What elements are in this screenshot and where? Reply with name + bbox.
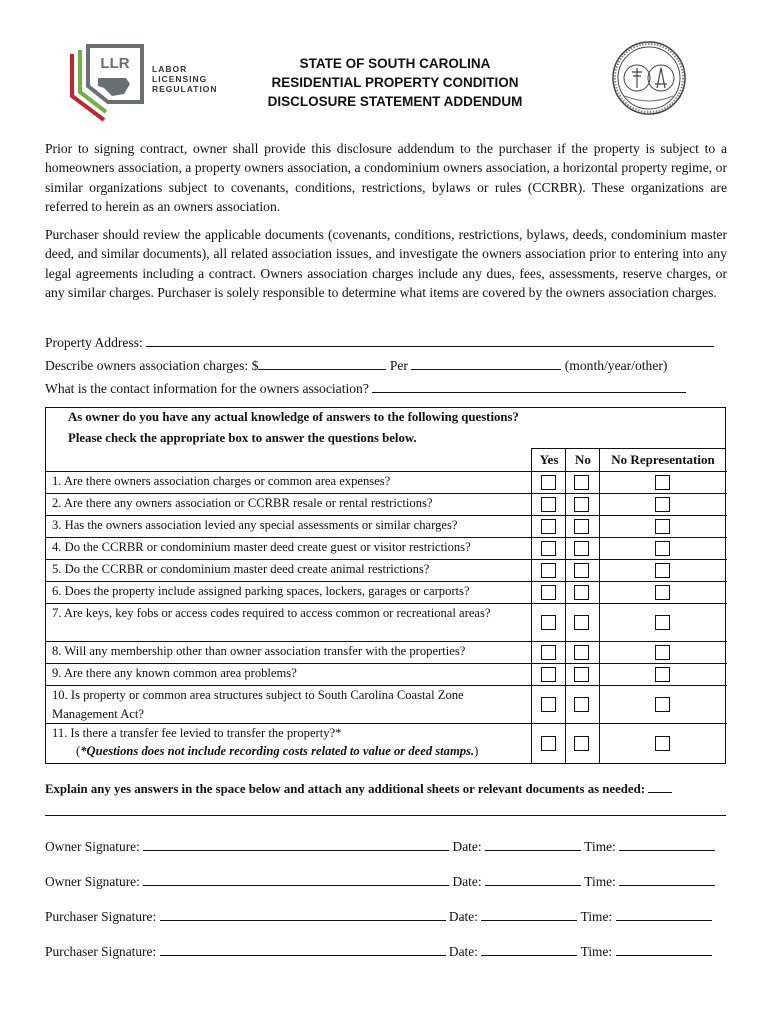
owner-signature-label: Owner Signature: (45, 839, 140, 854)
table-intro-line2: Please check the appropriate box to answer the questions below. (68, 431, 417, 445)
title-line3: DISCLOSURE STATEMENT ADDENDUM (267, 94, 523, 109)
question-text-10: 10. Is property or common area structures subject to South Carolina Coastal Zone Management Act? (52, 688, 464, 721)
llr-logo (68, 36, 218, 122)
per-label: Per (389, 358, 408, 373)
checkbox-q3-no[interactable] (574, 519, 589, 534)
checkbox-q7-no-representation[interactable] (655, 615, 670, 630)
charges-amount-field[interactable] (258, 355, 386, 370)
date-label: Date: (448, 944, 478, 959)
owner-time-field-1[interactable] (619, 836, 715, 851)
question-row-5 (46, 559, 727, 581)
purchaser-signature-row-1 (45, 906, 727, 925)
time-label: Time: (584, 874, 616, 889)
logo-line1: LABOR (152, 64, 188, 74)
question-text-9: 9. Are there any known common area problems? (52, 666, 297, 680)
checkbox-q3-yes[interactable] (541, 519, 556, 534)
time-label: Time: (580, 909, 613, 924)
intro-paragraph-1: Prior to signing contract, owner shall provide this disclosure addendum to the purchaser if the property is subject to a homeowners association, a property owners association, a condominium owners association, a horizontal property regime, or similar organizations subject to covenants, conditions, restrictions, bylaws or rules (CCRBR). These organizations are referred to herein as an owners association. (45, 141, 727, 215)
checkbox-q2-no[interactable] (574, 497, 589, 512)
title-line2: RESIDENTIAL PROPERTY CONDITION (271, 75, 519, 90)
question-text-4: 4. Do the CCRBR or condominium master deed create guest or visitor restrictions? (52, 540, 471, 554)
checkbox-q3-no-representation[interactable] (655, 519, 670, 534)
checkbox-q9-no[interactable] (574, 667, 589, 682)
question-row-2 (46, 493, 727, 515)
checkbox-q10-no[interactable] (574, 697, 589, 712)
purchaser-signature-label: Purchaser Signature: (45, 909, 157, 924)
question-text-8: 8. Will any membership other than owner association transfer with the properties? (52, 644, 466, 658)
checkbox-q1-no[interactable] (574, 475, 589, 490)
question-text-5: 5. Do the CCRBR or condominium master deed create animal restrictions? (52, 562, 430, 576)
question-11-note: (*Questions does not include recording costs related to value or deed stamps.) (76, 744, 479, 758)
logo-abbr: LLR (100, 55, 130, 72)
question-row-4 (46, 537, 727, 559)
checkbox-q6-no[interactable] (574, 585, 589, 600)
checkbox-q10-yes[interactable] (541, 697, 556, 712)
purchaser-signature-label: Purchaser Signature: (45, 944, 157, 959)
checkbox-q11-no[interactable] (574, 736, 589, 751)
checkbox-q6-no-representation[interactable] (655, 585, 670, 600)
time-label: Time: (584, 839, 616, 854)
question-text-11: 11. Is there a transfer fee levied to transfer the property?* (52, 726, 342, 740)
checkbox-q9-yes[interactable] (541, 667, 556, 682)
checkbox-q5-yes[interactable] (541, 563, 556, 578)
explain-field-inline[interactable] (648, 778, 672, 793)
owner-signature-label: Owner Signature: (45, 874, 140, 889)
logo-line2: LICENSING (152, 74, 208, 84)
checkbox-q2-no-representation[interactable] (655, 497, 670, 512)
question-text-6: 6. Does the property include assigned parking spaces, lockers, garages or carports? (52, 584, 470, 598)
question-row-10 (46, 685, 727, 723)
contact-row (45, 378, 727, 399)
owner-time-field-2[interactable] (619, 871, 715, 886)
checkbox-q1-yes[interactable] (541, 475, 556, 490)
charges-period-field[interactable] (411, 355, 561, 370)
logo-line3: REGULATION (152, 84, 218, 94)
col-yes-header: Yes (539, 452, 559, 467)
title-line1: STATE OF SOUTH CAROLINA (299, 56, 491, 71)
question-text-7: 7. Are keys, key fobs or access codes required to access common or recreational areas? (52, 606, 491, 620)
questions-table (45, 407, 726, 764)
owner-date-field-1[interactable] (485, 836, 581, 851)
checkbox-q4-no-representation[interactable] (655, 541, 670, 556)
checkbox-q7-yes[interactable] (541, 615, 556, 630)
checkbox-q6-yes[interactable] (541, 585, 556, 600)
question-text-1: 1. Are there owners association charges or common area expenses? (52, 474, 391, 488)
purchaser-signature-field-2[interactable] (160, 941, 446, 956)
table-intro-line1: As owner do you have any actual knowledge of answers to the following questions? (68, 410, 519, 424)
purchaser-time-field-1[interactable] (616, 906, 712, 921)
explain-field[interactable] (45, 815, 726, 816)
date-label: Date: (448, 909, 478, 924)
property-address-field[interactable] (146, 332, 714, 347)
date-label: Date: (452, 874, 482, 889)
checkbox-q11-no-representation[interactable] (655, 736, 670, 751)
checkbox-q1-no-representation[interactable] (655, 475, 670, 490)
col-norep-header: No Representation (611, 452, 715, 467)
intro-paragraph-2: Purchaser should review the applicable documents (covenants, conditions, restrictions, bylaws, deeds, condominium master deed, and similar documents), all related association issues, and investigate the owners association prior to entering into any legal agreements including a contract. Owners association charges include any dues, fees, assessments, reserve charges, or any similar charges. Purchaser is solely responsible to determine what items are covered by the owners association charges. (45, 227, 727, 301)
checkbox-q7-no[interactable] (574, 615, 589, 630)
contact-label: What is the contact information for the owners association? (45, 381, 369, 396)
question-row-8 (46, 641, 727, 663)
checkbox-q11-yes[interactable] (541, 736, 556, 751)
owner-signature-row-1 (45, 836, 727, 855)
checkbox-q2-yes[interactable] (541, 497, 556, 512)
owner-signature-field-1[interactable] (143, 836, 449, 851)
property-address-label: Property Address: (45, 335, 143, 350)
question-row-3 (46, 515, 727, 537)
checkbox-q5-no[interactable] (574, 563, 589, 578)
question-row-6 (46, 581, 727, 603)
checkbox-q9-no-representation[interactable] (655, 667, 670, 682)
question-row-11 (46, 723, 727, 763)
owner-signature-field-2[interactable] (143, 871, 449, 886)
checkbox-q4-no[interactable] (574, 541, 589, 556)
purchaser-signature-row-2 (45, 941, 727, 960)
question-row-7 (46, 603, 727, 641)
checkbox-q8-no-representation[interactable] (655, 645, 670, 660)
checkbox-q8-no[interactable] (574, 645, 589, 660)
checkbox-q4-yes[interactable] (541, 541, 556, 556)
explain-row (45, 778, 727, 797)
contact-field[interactable] (372, 378, 686, 393)
document-title (230, 54, 560, 111)
state-seal-icon (611, 40, 687, 116)
charges-label: Describe owners association charges: $ (45, 358, 259, 373)
question-text-2: 2. Are there any owners association or CCRBR resale or rental restrictions? (52, 496, 433, 510)
purchaser-date-field-2[interactable] (481, 941, 577, 956)
checkbox-q8-yes[interactable] (541, 645, 556, 660)
checkbox-q10-no-representation[interactable] (655, 697, 670, 712)
charges-row (45, 355, 727, 376)
purchaser-date-field-1[interactable] (481, 906, 577, 921)
explain-label: Explain any yes answers in the space below and attach any additional sheets or relevant documents as needed: (45, 782, 645, 796)
property-address-row (45, 332, 727, 353)
purchaser-time-field-2[interactable] (616, 941, 712, 956)
date-label: Date: (452, 839, 482, 854)
question-row-9 (46, 663, 727, 685)
checkbox-q5-no-representation[interactable] (655, 563, 670, 578)
owner-date-field-2[interactable] (485, 871, 581, 886)
col-no-header: No (575, 452, 591, 467)
purchaser-signature-field-1[interactable] (160, 906, 446, 921)
owner-signature-row-2 (45, 871, 727, 890)
question-text-3: 3. Has the owners association levied any special assessments or similar charges? (52, 518, 458, 532)
period-label: (month/year/other) (564, 358, 668, 373)
question-row-1 (46, 471, 727, 493)
time-label: Time: (580, 944, 613, 959)
